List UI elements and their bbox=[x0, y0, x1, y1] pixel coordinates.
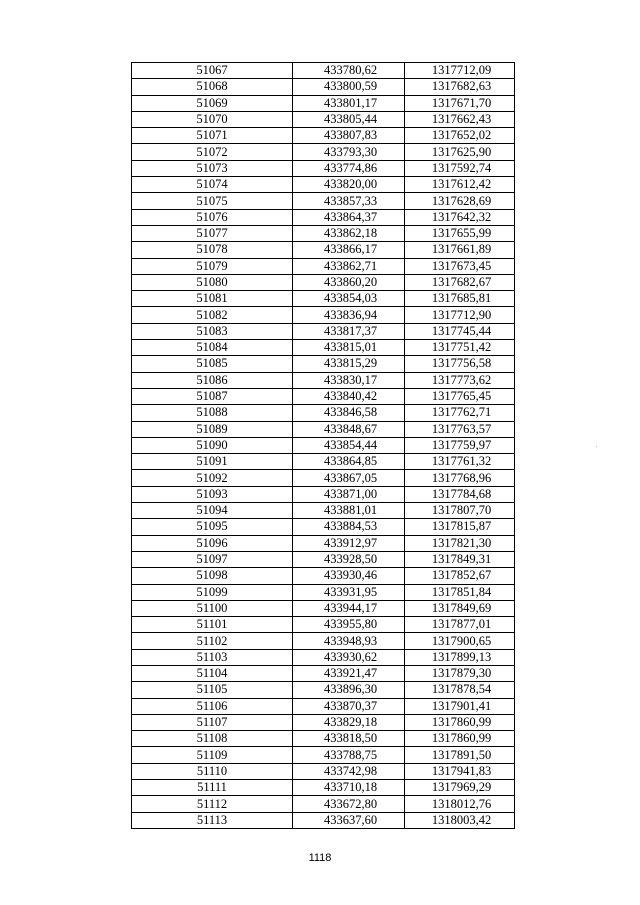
coordinate-x-cell: 433857,33 bbox=[293, 193, 405, 209]
coordinate-y-cell: 1317625,90 bbox=[405, 144, 515, 160]
point-number-cell: 51071 bbox=[132, 128, 293, 144]
point-number-cell: 51107 bbox=[132, 714, 293, 730]
table-row bbox=[132, 437, 515, 453]
table-row bbox=[132, 274, 515, 290]
point-number-cell: 51097 bbox=[132, 551, 293, 567]
table-row bbox=[132, 209, 515, 225]
table-row bbox=[132, 682, 515, 698]
coordinate-x-cell: 433930,46 bbox=[293, 568, 405, 584]
point-number-cell: 51076 bbox=[132, 209, 293, 225]
coordinate-x-cell: 433710,18 bbox=[293, 780, 405, 796]
table-row bbox=[132, 340, 515, 356]
coordinate-y-cell: 1317628,69 bbox=[405, 193, 515, 209]
coordinate-y-cell: 1317612,42 bbox=[405, 177, 515, 193]
table-row bbox=[132, 160, 515, 176]
table-row bbox=[132, 95, 515, 111]
table-row bbox=[132, 372, 515, 388]
coordinate-x-cell: 433848,67 bbox=[293, 421, 405, 437]
table-row bbox=[132, 323, 515, 339]
point-number-cell: 51099 bbox=[132, 584, 293, 600]
coordinate-y-cell: 1317849,31 bbox=[405, 551, 515, 567]
coordinate-x-cell: 433817,37 bbox=[293, 323, 405, 339]
coordinate-y-cell: 1318003,42 bbox=[405, 812, 515, 828]
table-row bbox=[132, 535, 515, 551]
point-number-cell: 51091 bbox=[132, 454, 293, 470]
coordinate-x-cell: 433931,95 bbox=[293, 584, 405, 600]
coordinate-y-cell: 1317673,45 bbox=[405, 258, 515, 274]
table-row bbox=[132, 193, 515, 209]
table-row bbox=[132, 242, 515, 258]
table-row bbox=[132, 665, 515, 681]
coordinate-x-cell: 433864,37 bbox=[293, 209, 405, 225]
coordinate-y-cell: 1317652,02 bbox=[405, 128, 515, 144]
point-number-cell: 51106 bbox=[132, 698, 293, 714]
point-number-cell: 51067 bbox=[132, 63, 293, 79]
point-number-cell: 51102 bbox=[132, 633, 293, 649]
coordinate-x-cell: 433862,71 bbox=[293, 258, 405, 274]
table-row bbox=[132, 454, 515, 470]
coordinate-y-cell: 1317899,13 bbox=[405, 649, 515, 665]
table-row bbox=[132, 128, 515, 144]
coordinate-y-cell: 1317762,71 bbox=[405, 405, 515, 421]
point-number-cell: 51100 bbox=[132, 600, 293, 616]
coordinate-x-cell: 433780,62 bbox=[293, 63, 405, 79]
coordinate-y-cell: 1317821,30 bbox=[405, 535, 515, 551]
table-row bbox=[132, 421, 515, 437]
point-number-cell: 51112 bbox=[132, 796, 293, 812]
coordinate-y-cell: 1317768,96 bbox=[405, 470, 515, 486]
coordinate-y-cell: 1317765,45 bbox=[405, 388, 515, 404]
point-number-cell: 51075 bbox=[132, 193, 293, 209]
coordinate-x-cell: 433637,60 bbox=[293, 812, 405, 828]
point-number-cell: 51109 bbox=[132, 747, 293, 763]
coordinate-y-cell: 1317682,67 bbox=[405, 274, 515, 290]
coordinate-y-cell: 1317860,99 bbox=[405, 714, 515, 730]
coordinate-x-cell: 433854,44 bbox=[293, 437, 405, 453]
point-number-cell: 51103 bbox=[132, 649, 293, 665]
point-number-cell: 51093 bbox=[132, 486, 293, 502]
coordinate-x-cell: 433672,80 bbox=[293, 796, 405, 812]
coordinate-y-cell: 1317682,63 bbox=[405, 79, 515, 95]
coordinate-y-cell: 1317745,44 bbox=[405, 323, 515, 339]
table-row bbox=[132, 812, 515, 828]
point-number-cell: 51069 bbox=[132, 95, 293, 111]
coordinate-x-cell: 433829,18 bbox=[293, 714, 405, 730]
coordinate-y-cell: 1317941,83 bbox=[405, 763, 515, 779]
coordinate-x-cell: 433871,00 bbox=[293, 486, 405, 502]
coordinate-x-cell: 433805,44 bbox=[293, 111, 405, 127]
point-number-cell: 51080 bbox=[132, 274, 293, 290]
coordinate-x-cell: 433815,29 bbox=[293, 356, 405, 372]
coordinate-x-cell: 433807,83 bbox=[293, 128, 405, 144]
point-number-cell: 51079 bbox=[132, 258, 293, 274]
coordinate-y-cell: 1317901,41 bbox=[405, 698, 515, 714]
coordinate-x-cell: 433860,20 bbox=[293, 274, 405, 290]
table-row bbox=[132, 731, 515, 747]
coordinate-y-cell: 1317879,30 bbox=[405, 665, 515, 681]
point-number-cell: 51110 bbox=[132, 763, 293, 779]
coordinate-x-cell: 433801,17 bbox=[293, 95, 405, 111]
coordinate-x-cell: 433867,05 bbox=[293, 470, 405, 486]
coordinate-y-cell: 1317763,57 bbox=[405, 421, 515, 437]
point-number-cell: 51081 bbox=[132, 291, 293, 307]
table-row bbox=[132, 79, 515, 95]
table-row bbox=[132, 486, 515, 502]
point-number-cell: 51092 bbox=[132, 470, 293, 486]
coordinates-table-body bbox=[132, 63, 515, 829]
table-row bbox=[132, 63, 515, 79]
point-number-cell: 51074 bbox=[132, 177, 293, 193]
coordinate-x-cell: 433864,85 bbox=[293, 454, 405, 470]
coordinate-x-cell: 433830,17 bbox=[293, 372, 405, 388]
coordinate-y-cell: 1317878,54 bbox=[405, 682, 515, 698]
coordinate-x-cell: 433884,53 bbox=[293, 519, 405, 535]
point-number-cell: 51104 bbox=[132, 665, 293, 681]
table-row bbox=[132, 649, 515, 665]
table-row bbox=[132, 568, 515, 584]
coordinate-x-cell: 433948,93 bbox=[293, 633, 405, 649]
point-number-cell: 51077 bbox=[132, 225, 293, 241]
table-row bbox=[132, 405, 515, 421]
table-row bbox=[132, 177, 515, 193]
coordinate-y-cell: 1317969,29 bbox=[405, 780, 515, 796]
coordinate-x-cell: 433921,47 bbox=[293, 665, 405, 681]
point-number-cell: 51094 bbox=[132, 503, 293, 519]
point-number-cell: 51082 bbox=[132, 307, 293, 323]
point-number-cell: 51087 bbox=[132, 388, 293, 404]
point-number-cell: 51073 bbox=[132, 160, 293, 176]
table-row bbox=[132, 796, 515, 812]
coordinate-y-cell: 1317784,68 bbox=[405, 486, 515, 502]
point-number-cell: 51105 bbox=[132, 682, 293, 698]
table-row bbox=[132, 600, 515, 616]
point-number-cell: 51070 bbox=[132, 111, 293, 127]
table-row bbox=[132, 714, 515, 730]
table-row bbox=[132, 503, 515, 519]
coordinate-y-cell: 1317851,84 bbox=[405, 584, 515, 600]
coordinate-y-cell: 1317900,65 bbox=[405, 633, 515, 649]
point-number-cell: 51108 bbox=[132, 731, 293, 747]
table-row bbox=[132, 307, 515, 323]
point-number-cell: 51072 bbox=[132, 144, 293, 160]
table-row bbox=[132, 747, 515, 763]
coordinate-y-cell: 1317852,67 bbox=[405, 568, 515, 584]
coordinate-x-cell: 433862,18 bbox=[293, 225, 405, 241]
coordinate-y-cell: 1317751,42 bbox=[405, 340, 515, 356]
point-number-cell: 51095 bbox=[132, 519, 293, 535]
coordinates-table bbox=[131, 62, 515, 829]
point-number-cell: 51088 bbox=[132, 405, 293, 421]
coordinate-x-cell: 433928,50 bbox=[293, 551, 405, 567]
table-row bbox=[132, 633, 515, 649]
coordinate-x-cell: 433930,62 bbox=[293, 649, 405, 665]
coordinate-x-cell: 433896,30 bbox=[293, 682, 405, 698]
coordinate-x-cell: 433866,17 bbox=[293, 242, 405, 258]
point-number-cell: 51096 bbox=[132, 535, 293, 551]
coordinate-y-cell: 1317685,81 bbox=[405, 291, 515, 307]
coordinate-y-cell: 1317877,01 bbox=[405, 617, 515, 633]
coordinate-x-cell: 433854,03 bbox=[293, 291, 405, 307]
coordinate-x-cell: 433944,17 bbox=[293, 600, 405, 616]
point-number-cell: 51090 bbox=[132, 437, 293, 453]
point-number-cell: 51083 bbox=[132, 323, 293, 339]
scan-speck bbox=[596, 446, 597, 447]
table-row bbox=[132, 356, 515, 372]
coordinate-x-cell: 433788,75 bbox=[293, 747, 405, 763]
coordinate-x-cell: 433800,59 bbox=[293, 79, 405, 95]
coordinate-y-cell: 1317756,58 bbox=[405, 356, 515, 372]
table-row bbox=[132, 698, 515, 714]
table-row bbox=[132, 584, 515, 600]
coordinate-y-cell: 1317849,69 bbox=[405, 600, 515, 616]
coordinate-x-cell: 433881,01 bbox=[293, 503, 405, 519]
point-number-cell: 51084 bbox=[132, 340, 293, 356]
table-row bbox=[132, 144, 515, 160]
coordinate-x-cell: 433840,42 bbox=[293, 388, 405, 404]
point-number-cell: 51098 bbox=[132, 568, 293, 584]
coordinate-x-cell: 433820,00 bbox=[293, 177, 405, 193]
coordinate-x-cell: 433793,30 bbox=[293, 144, 405, 160]
coordinate-y-cell: 1317655,99 bbox=[405, 225, 515, 241]
coordinate-y-cell: 1317759,97 bbox=[405, 437, 515, 453]
coordinate-y-cell: 1317815,87 bbox=[405, 519, 515, 535]
table-row bbox=[132, 111, 515, 127]
coordinate-x-cell: 433846,58 bbox=[293, 405, 405, 421]
coordinate-x-cell: 433815,01 bbox=[293, 340, 405, 356]
point-number-cell: 51078 bbox=[132, 242, 293, 258]
coordinate-x-cell: 433818,50 bbox=[293, 731, 405, 747]
coordinate-y-cell: 1317671,70 bbox=[405, 95, 515, 111]
table-row bbox=[132, 551, 515, 567]
coordinate-y-cell: 1317642,32 bbox=[405, 209, 515, 225]
coordinate-x-cell: 433742,98 bbox=[293, 763, 405, 779]
coordinate-y-cell: 1318012,76 bbox=[405, 796, 515, 812]
table-row bbox=[132, 470, 515, 486]
table-row bbox=[132, 780, 515, 796]
table-row bbox=[132, 519, 515, 535]
coordinate-x-cell: 433870,37 bbox=[293, 698, 405, 714]
coordinate-x-cell: 433955,80 bbox=[293, 617, 405, 633]
coordinate-y-cell: 1317860,99 bbox=[405, 731, 515, 747]
coordinate-y-cell: 1317807,70 bbox=[405, 503, 515, 519]
point-number-cell: 51086 bbox=[132, 372, 293, 388]
point-number-cell: 51113 bbox=[132, 812, 293, 828]
table-row bbox=[132, 291, 515, 307]
coordinate-y-cell: 1317712,09 bbox=[405, 63, 515, 79]
point-number-cell: 51085 bbox=[132, 356, 293, 372]
coordinate-y-cell: 1317592,74 bbox=[405, 160, 515, 176]
point-number-cell: 51101 bbox=[132, 617, 293, 633]
coordinate-y-cell: 1317661,89 bbox=[405, 242, 515, 258]
coordinate-y-cell: 1317712,90 bbox=[405, 307, 515, 323]
coordinate-x-cell: 433912,97 bbox=[293, 535, 405, 551]
coordinate-y-cell: 1317891,50 bbox=[405, 747, 515, 763]
coordinate-y-cell: 1317761,32 bbox=[405, 454, 515, 470]
coordinate-x-cell: 433836,94 bbox=[293, 307, 405, 323]
table-row bbox=[132, 763, 515, 779]
point-number-cell: 51089 bbox=[132, 421, 293, 437]
table-row bbox=[132, 388, 515, 404]
point-number-cell: 51111 bbox=[132, 780, 293, 796]
table-row bbox=[132, 225, 515, 241]
table-row bbox=[132, 258, 515, 274]
point-number-cell: 51068 bbox=[132, 79, 293, 95]
table-row bbox=[132, 617, 515, 633]
coordinate-x-cell: 433774,86 bbox=[293, 160, 405, 176]
page-number: 1118 bbox=[308, 852, 332, 864]
coordinate-y-cell: 1317662,43 bbox=[405, 111, 515, 127]
coordinate-y-cell: 1317773,62 bbox=[405, 372, 515, 388]
